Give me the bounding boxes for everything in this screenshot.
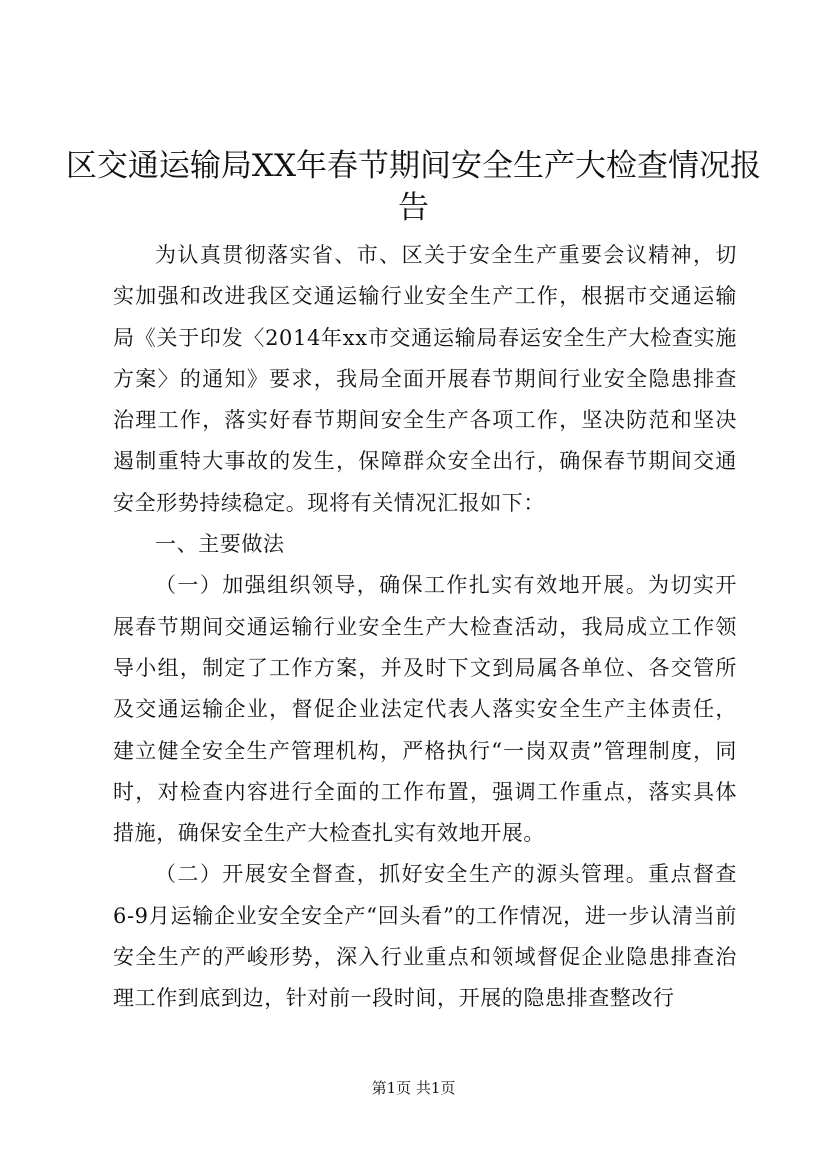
paragraph-safety-inspection: （二）开展安全督查，抓好安全生产的源头管理。重点督查6-9月运输企业安全安全产“回头看”的工作情况，进一步认清当前安全生产的严峻形势，深入行业重点和领域督促企业隐患排查治理工作到底到边，针对前一段时间，开展的隐患排查整改行 <box>113 862 737 1011</box>
section-heading-main-practices: 一、主要做法 <box>155 532 285 557</box>
page-number-footer: 第1页 共1页 <box>371 1079 456 1097</box>
document-title: 区交通运输局XX年春节期间安全生产大检查情况报告 <box>65 148 762 226</box>
document-body <box>113 235 737 1020</box>
paragraph-organization-leadership: （一）加强组织领导，确保工作扎实有效地开展。为切实开展春节期间交通运输行业安全生产大检查活动，我局成立工作领导小组，制定了工作方案，并及时下文到局属各单位、各交管所及交通运输企业，督促企业法定代表人落实安全生产主体责任，建立健全安全生产管理机构，严格执行“一岗双责”管理制度，同时，对检查内容进行全面的工作布置，强调工作重点，落实具体措施，确保安全生产大检查扎实有效地开展。 <box>113 573 737 846</box>
paragraph-intro: 为认真贯彻落实省、市、区关于安全生产重要会议精神，切实加强和改进我区交通运输行业安全生产工作，根据市交通运输局《关于印发〈2014年xx市交通运输局春运安全生产大检查实施方案〉的通知》要求，我局全面开展春节期间行业安全隐患排查治理工作，落实好春节期间安全生产各项工作，坚决防范和坚决遏制重特大事故的发生，保障群众安全出行，确保春节期间交通安全形势持续稳定。现将有关情况汇报如下： <box>113 243 737 515</box>
